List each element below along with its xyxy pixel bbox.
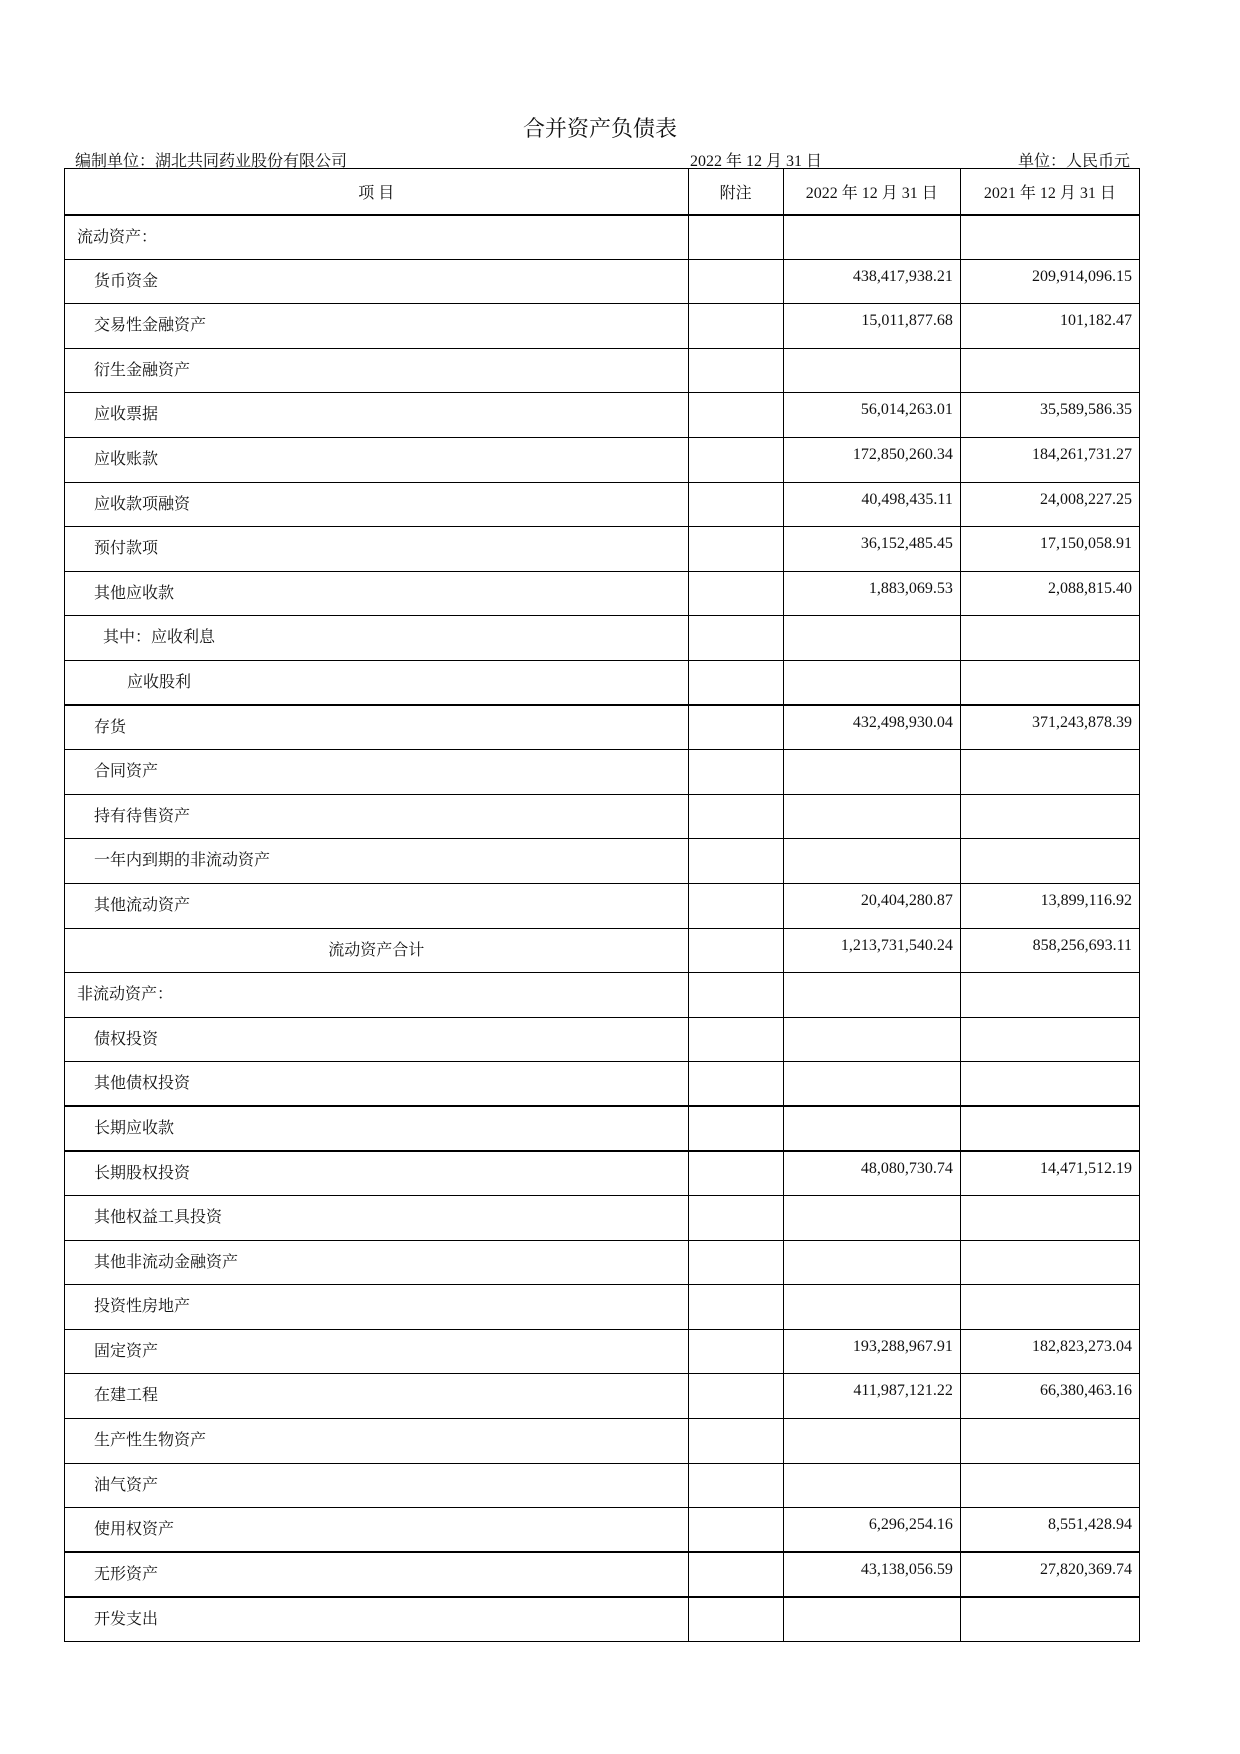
row-value-2022: 20,404,280.87 <box>783 883 960 928</box>
table-row <box>65 1508 1140 1553</box>
table-row <box>65 348 1140 393</box>
report-date: 2022 年 12 月 31 日 <box>690 153 823 170</box>
table-row <box>65 1151 1140 1196</box>
row-item-label: 投资性房地产 <box>65 1285 689 1330</box>
row-note <box>688 883 783 928</box>
row-value-2022 <box>783 616 960 661</box>
column-header-item: 项 目 <box>65 169 689 215</box>
row-value-2021: 66,380,463.16 <box>960 1374 1139 1419</box>
table-row <box>65 883 1140 928</box>
row-value-2022: 438,417,938.21 <box>783 259 960 304</box>
page-title: 合并资产负债表 <box>522 117 677 142</box>
row-value-2021 <box>960 750 1139 795</box>
column-header-note: 附注 <box>688 169 783 215</box>
row-note <box>688 1552 783 1597</box>
table-row <box>65 1419 1140 1464</box>
row-note <box>688 1196 783 1241</box>
table-row <box>65 482 1140 527</box>
row-value-2021 <box>960 1419 1139 1464</box>
row-value-2021: 182,823,273.04 <box>960 1329 1139 1374</box>
table-row <box>65 1285 1140 1330</box>
row-note <box>688 215 783 260</box>
row-value-2022 <box>783 794 960 839</box>
row-note <box>688 304 783 349</box>
row-value-2022 <box>783 1597 960 1642</box>
row-item-label: 其他流动资产 <box>65 883 689 928</box>
table-row <box>65 1196 1140 1241</box>
row-item-label: 预付款项 <box>65 527 689 572</box>
row-note <box>688 973 783 1018</box>
table-row <box>65 1552 1140 1597</box>
row-item-label: 生产性生物资产 <box>65 1419 689 1464</box>
row-item-label: 非流动资产： <box>65 973 689 1018</box>
table-row <box>65 794 1140 839</box>
row-item-label: 油气资产 <box>65 1463 689 1508</box>
row-note <box>688 750 783 795</box>
row-note <box>688 1508 783 1553</box>
row-value-2022 <box>783 1463 960 1508</box>
row-value-2022: 36,152,485.45 <box>783 527 960 572</box>
row-value-2021: 27,820,369.74 <box>960 1552 1139 1597</box>
table-row <box>65 1329 1140 1374</box>
row-note <box>688 1419 783 1464</box>
row-item-label: 流动资产： <box>65 215 689 260</box>
row-value-2021: 858,256,693.11 <box>960 928 1139 973</box>
row-value-2021 <box>960 1285 1139 1330</box>
column-header-previous: 2021 年 12 月 31 日 <box>960 169 1139 215</box>
table-row <box>65 839 1140 884</box>
table-row <box>65 928 1140 973</box>
table-row <box>65 304 1140 349</box>
row-item-label: 长期应收款 <box>65 1106 689 1151</box>
row-item-label: 开发支出 <box>65 1597 689 1642</box>
row-item-label: 其他应收款 <box>65 571 689 616</box>
row-value-2021: 101,182.47 <box>960 304 1139 349</box>
row-value-2022: 15,011,877.68 <box>783 304 960 349</box>
row-value-2022: 6,296,254.16 <box>783 1508 960 1553</box>
row-item-label: 在建工程 <box>65 1374 689 1419</box>
row-note <box>688 1285 783 1330</box>
row-value-2022 <box>783 1196 960 1241</box>
row-item-label: 其他权益工具投资 <box>65 1196 689 1241</box>
row-value-2021: 17,150,058.91 <box>960 527 1139 572</box>
row-value-2021 <box>960 794 1139 839</box>
row-value-2022: 56,014,263.01 <box>783 393 960 438</box>
row-note <box>688 393 783 438</box>
table-header-row <box>65 169 1140 215</box>
row-value-2021: 14,471,512.19 <box>960 1151 1139 1196</box>
row-note <box>688 482 783 527</box>
row-note <box>688 527 783 572</box>
row-note <box>688 660 783 705</box>
row-value-2021 <box>960 1106 1139 1151</box>
row-value-2021 <box>960 1597 1139 1642</box>
row-note <box>688 1106 783 1151</box>
row-value-2021 <box>960 348 1139 393</box>
row-value-2022: 1,883,069.53 <box>783 571 960 616</box>
row-item-label: 固定资产 <box>65 1329 689 1374</box>
row-value-2022 <box>783 1285 960 1330</box>
row-item-label: 其中：应收利息 <box>65 616 689 661</box>
row-value-2021 <box>960 1463 1139 1508</box>
row-note <box>688 839 783 884</box>
row-value-2022 <box>783 1240 960 1285</box>
row-note <box>688 437 783 482</box>
row-value-2022: 48,080,730.74 <box>783 1151 960 1196</box>
row-item-label: 流动资产合计 <box>65 928 689 973</box>
row-note <box>688 616 783 661</box>
company-label: 编制单位：湖北共同药业股份有限公司 <box>75 153 348 170</box>
row-value-2021: 209,914,096.15 <box>960 259 1139 304</box>
row-value-2021 <box>960 839 1139 884</box>
row-item-label: 存货 <box>65 705 689 750</box>
row-item-label: 应收票据 <box>65 393 689 438</box>
row-value-2022: 193,288,967.91 <box>783 1329 960 1374</box>
row-value-2022 <box>783 1062 960 1107</box>
row-item-label: 其他债权投资 <box>65 1062 689 1107</box>
row-value-2022 <box>783 750 960 795</box>
row-value-2021: 35,589,586.35 <box>960 393 1139 438</box>
row-item-label: 衍生金融资产 <box>65 348 689 393</box>
row-value-2022 <box>783 660 960 705</box>
table-row <box>65 616 1140 661</box>
balance-sheet-table <box>64 168 1140 1642</box>
row-item-label: 无形资产 <box>65 1552 689 1597</box>
table-row <box>65 750 1140 795</box>
currency-unit: 单位：人民币元 <box>1017 153 1130 170</box>
table-row <box>65 1062 1140 1107</box>
table-row <box>65 571 1140 616</box>
table-row <box>65 1597 1140 1642</box>
row-value-2021: 371,243,878.39 <box>960 705 1139 750</box>
row-value-2021: 13,899,116.92 <box>960 883 1139 928</box>
table-row <box>65 660 1140 705</box>
table-row <box>65 705 1140 750</box>
row-value-2021: 184,261,731.27 <box>960 437 1139 482</box>
row-value-2021 <box>960 616 1139 661</box>
row-value-2022 <box>783 1106 960 1151</box>
row-value-2022 <box>783 1419 960 1464</box>
row-note <box>688 1062 783 1107</box>
row-note <box>688 571 783 616</box>
row-item-label: 长期股权投资 <box>65 1151 689 1196</box>
table-row <box>65 973 1140 1018</box>
row-value-2022: 172,850,260.34 <box>783 437 960 482</box>
row-value-2021 <box>960 973 1139 1018</box>
row-note <box>688 1240 783 1285</box>
row-item-label: 货币资金 <box>65 259 689 304</box>
row-item-label: 其他非流动金融资产 <box>65 1240 689 1285</box>
row-value-2021: 24,008,227.25 <box>960 482 1139 527</box>
row-value-2021 <box>960 215 1139 260</box>
row-note <box>688 1597 783 1642</box>
row-value-2021 <box>960 1017 1139 1062</box>
row-value-2022: 432,498,930.04 <box>783 705 960 750</box>
row-item-label: 债权投资 <box>65 1017 689 1062</box>
row-value-2022 <box>783 1017 960 1062</box>
table-row <box>65 1240 1140 1285</box>
row-note <box>688 928 783 973</box>
row-value-2022 <box>783 348 960 393</box>
table-row <box>65 215 1140 260</box>
row-value-2021 <box>960 660 1139 705</box>
row-item-label: 一年内到期的非流动资产 <box>65 839 689 884</box>
row-note <box>688 705 783 750</box>
row-value-2022: 40,498,435.11 <box>783 482 960 527</box>
row-item-label: 合同资产 <box>65 750 689 795</box>
row-item-label: 应收款项融资 <box>65 482 689 527</box>
row-value-2022: 411,987,121.22 <box>783 1374 960 1419</box>
row-value-2022 <box>783 973 960 1018</box>
row-item-label: 应收股利 <box>65 660 689 705</box>
row-value-2022 <box>783 215 960 260</box>
row-value-2021 <box>960 1196 1139 1241</box>
row-item-label: 使用权资产 <box>65 1508 689 1553</box>
row-note <box>688 1017 783 1062</box>
row-note <box>688 259 783 304</box>
table-row <box>65 393 1140 438</box>
row-item-label: 应收账款 <box>65 437 689 482</box>
row-note <box>688 1463 783 1508</box>
row-note <box>688 348 783 393</box>
table-row <box>65 1106 1140 1151</box>
row-item-label: 交易性金融资产 <box>65 304 689 349</box>
table-row <box>65 1374 1140 1419</box>
table-row <box>65 437 1140 482</box>
row-value-2022 <box>783 839 960 884</box>
table-row <box>65 527 1140 572</box>
row-note <box>688 1329 783 1374</box>
table-row <box>65 1463 1140 1508</box>
row-value-2021: 2,088,815.40 <box>960 571 1139 616</box>
row-note <box>688 1151 783 1196</box>
row-value-2022: 1,213,731,540.24 <box>783 928 960 973</box>
table-row <box>65 1017 1140 1062</box>
column-header-current: 2022 年 12 月 31 日 <box>783 169 960 215</box>
row-item-label: 持有待售资产 <box>65 794 689 839</box>
row-value-2021 <box>960 1062 1139 1107</box>
table-row <box>65 259 1140 304</box>
row-value-2021: 8,551,428.94 <box>960 1508 1139 1553</box>
row-note <box>688 1374 783 1419</box>
row-note <box>688 794 783 839</box>
row-value-2022: 43,138,056.59 <box>783 1552 960 1597</box>
row-value-2021 <box>960 1240 1139 1285</box>
